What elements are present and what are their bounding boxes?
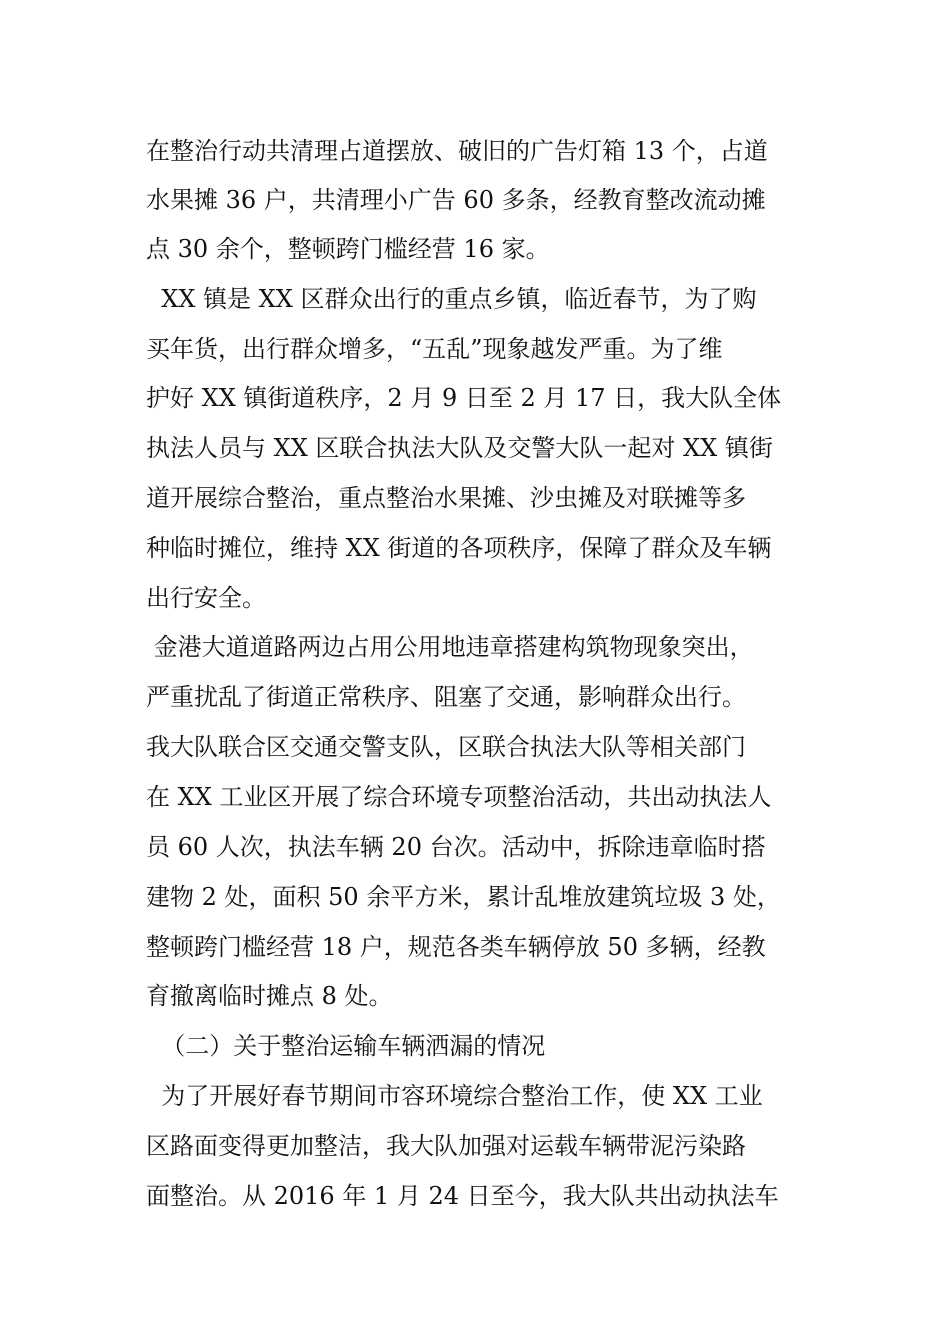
text-line: 金港大道道路两边占用公用地违章搭建构筑物现象突出， bbox=[146, 633, 754, 661]
text-line: 出行安全。 bbox=[146, 584, 266, 612]
text-line: 严重扰乱了街道正常秩序、阻塞了交通，影响群众出行。 bbox=[146, 683, 746, 711]
text-line: 我大队联合区交通交警支队，区联合执法大队等相关部门 bbox=[146, 733, 746, 761]
text-line: 整顿跨门槛经营 18 户，规范各类车辆停放 50 多辆，经教 bbox=[146, 933, 766, 961]
text-line: 建物 2 处，面积 50 余平方米，累计乱堆放建筑垃圾 3 处， bbox=[146, 883, 781, 911]
text-line: 护好 XX 镇街道秩序，2 月 9 日至 2 月 17 日，我大队全体 bbox=[146, 384, 782, 412]
section-heading: （二）关于整治运输车辆洒漏的情况 bbox=[146, 1032, 546, 1060]
text-line: 种临时摊位，维持 XX 街道的各项秩序，保障了群众及车辆 bbox=[146, 534, 772, 562]
text-line: 区路面变得更加整洁，我大队加强对运载车辆带泥污染路 bbox=[146, 1132, 746, 1160]
text-line: 员 60 人次，执法车辆 20 台次。活动中，拆除违章临时搭 bbox=[146, 833, 766, 861]
text-line: 道开展综合整治，重点整治水果摊、沙虫摊及对联摊等多 bbox=[146, 484, 746, 512]
text-line: 执法人员与 XX 区联合执法大队及交警大队一起对 XX 镇街 bbox=[146, 434, 773, 462]
text-line: 水果摊 36 户，共清理小广告 60 多条，经教育整改流动摊 bbox=[146, 186, 766, 214]
text-line: 面整治。从 2016 年 1 月 24 日至今，我大队共出动执法车 bbox=[146, 1182, 779, 1210]
text-line: XX 镇是 XX 区群众出行的重点乡镇，临近春节，为了购 bbox=[146, 285, 757, 313]
text-line: 买年货，出行群众增多，“五乱”现象越发严重。为了维 bbox=[146, 335, 723, 363]
text-line: 在 XX 工业区开展了综合环境专项整治活动，共出动执法人 bbox=[146, 783, 772, 811]
text-line: 点 30 余个，整顿跨门槛经营 16 家。 bbox=[146, 235, 550, 263]
text-line: 育撤离临时摊点 8 处。 bbox=[146, 982, 393, 1010]
text-line: 为了开展好春节期间市容环境综合整治工作，使 XX 工业 bbox=[146, 1082, 763, 1110]
text-line: 在整治行动共清理占道摆放、破旧的广告灯箱 13 个，占道 bbox=[146, 137, 768, 165]
